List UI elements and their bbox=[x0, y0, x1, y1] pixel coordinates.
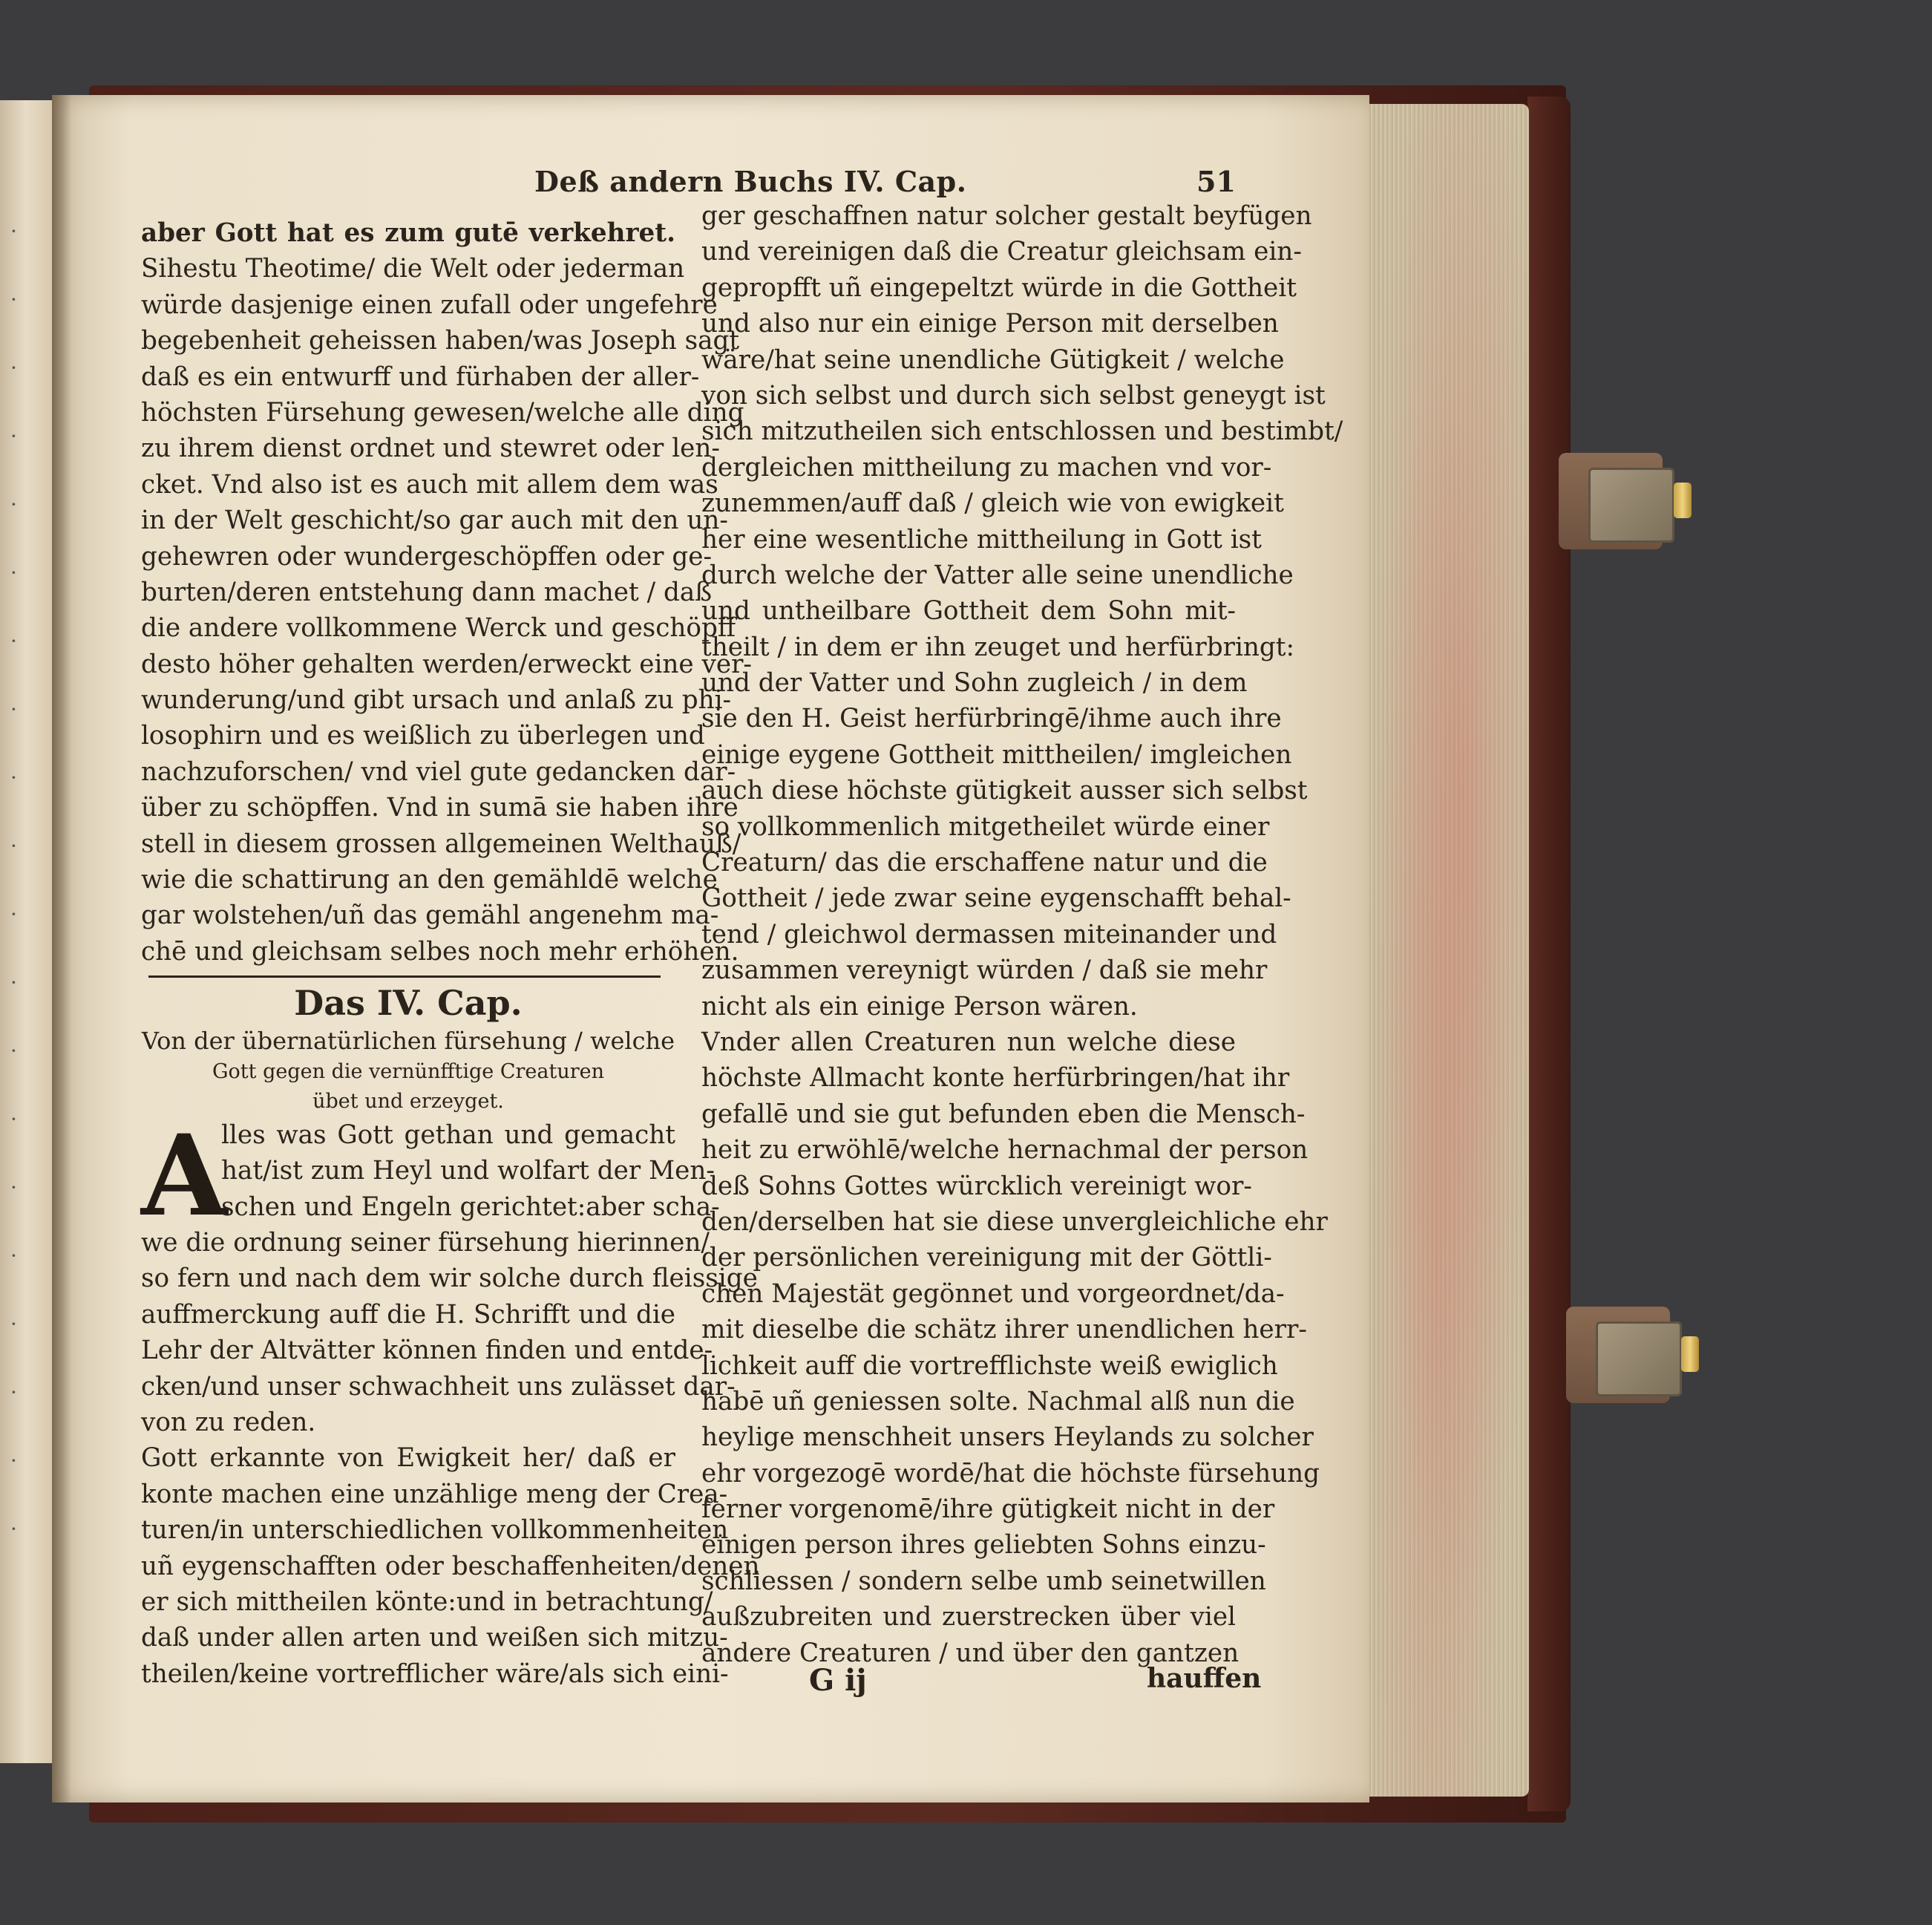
text-line: durch welche der Vatter alle seine unendliche bbox=[701, 560, 1294, 590]
text-line: nicht als ein einige Person wären. bbox=[701, 991, 1138, 1022]
text-line: gefallē und sie gut befunden eben die Mensch- bbox=[701, 1099, 1306, 1129]
text-line: burten/deren entstehung dann machet / daß bbox=[141, 577, 713, 607]
text-line: von sich selbst und durch sich selbst geneygt ist bbox=[701, 380, 1326, 411]
text-line: zunemmen/auff daß / gleich wie von ewigkeit bbox=[701, 488, 1284, 519]
section-rule bbox=[148, 975, 661, 978]
chapter-summary bbox=[141, 1024, 675, 1117]
text-line: losophirn und es weißlich zu überlegen und bbox=[141, 721, 705, 751]
clasp-top bbox=[1559, 445, 1707, 557]
text-line: we die ordnung seiner fürsehung hierinnen/ bbox=[141, 1228, 710, 1258]
text-line: heit zu erwöhlē/welche hernachmal der person bbox=[701, 1135, 1309, 1166]
text-line: uñ eygenschafften oder beschaffenheiten/denen bbox=[141, 1551, 760, 1581]
text-line: und untheilbare Gottheit dem Sohn mit- bbox=[701, 596, 1236, 627]
book-cover-edge bbox=[1527, 97, 1571, 1811]
text-line: würde dasjenige einen zufall oder ungefehre bbox=[141, 290, 718, 320]
clasp-plate bbox=[1588, 468, 1674, 543]
text-line: in der Welt geschicht/so gar auch mit den un- bbox=[141, 506, 728, 536]
chapter-heading: Das IV. Cap. bbox=[294, 983, 523, 1023]
text-line: gehewren oder wundergeschöpffen oder ge- bbox=[141, 541, 713, 572]
text-line: gar wolstehen/uñ das gemähl angenehm ma- bbox=[141, 901, 719, 931]
text-line: konte machen eine unzählige meng der Crea- bbox=[141, 1479, 728, 1509]
text-line: der persönlichen vereinigung mit der Göttli- bbox=[701, 1243, 1272, 1273]
text-line: daß es ein entwurff und fürhaben der aller- bbox=[141, 362, 700, 392]
text-line: sie den H. Geist herfürbringē/ihme auch ihre bbox=[701, 704, 1282, 734]
text-line: und vereinigen daß die Creatur gleichsam ein- bbox=[701, 237, 1302, 267]
text-line: schliessen / sondern selbe umb seinetwillen bbox=[701, 1566, 1266, 1596]
text-line: turen/in unterschiedlichen vollkommenheiten bbox=[141, 1515, 729, 1546]
page-number: 51 bbox=[1196, 165, 1236, 198]
text-line: her eine wesentliche mittheilung in Gott ist bbox=[701, 524, 1262, 555]
text-line: höchsten Fürsehung gewesen/welche alle ding bbox=[141, 397, 744, 428]
left-page-edge bbox=[0, 100, 52, 1763]
text-line: dergleichen mittheilung zu machen vnd vor- bbox=[701, 452, 1272, 483]
text-line: und der Vatter und Sohn zugleich / in dem bbox=[701, 668, 1248, 699]
text-line: die andere vollkommene Werck und geschöpff bbox=[141, 613, 736, 644]
text-line: den/derselben hat sie diese unvergleichliche ehr bbox=[701, 1206, 1328, 1237]
text-line: begebenheit geheissen haben/was Joseph sagt bbox=[141, 326, 740, 356]
text-line: Gott erkannte von Ewigkeit her/ daß er bbox=[141, 1443, 675, 1474]
chapter-body-text bbox=[141, 1225, 760, 1692]
text-line: chē und gleichsam selbes noch mehr erhöhen. bbox=[141, 936, 739, 967]
clasp-bottom bbox=[1566, 1299, 1715, 1411]
text-line: wie die schattirung an den gemähldē welche bbox=[141, 865, 718, 895]
left-page-text-fragments: · · · · · · · · · · · · · · · · · · · · bbox=[10, 219, 17, 1541]
text-line: aber Gott hat es zum gutē verkehret. bbox=[141, 218, 675, 248]
text-line: schen und Engeln gerichtet:aber scha- bbox=[221, 1192, 720, 1222]
text-line: von zu reden. bbox=[141, 1407, 316, 1437]
text-line: höchste Allmacht konte herfürbringen/hat ihr bbox=[701, 1063, 1290, 1094]
text-line: ger geschaffnen natur solcher gestalt beyfügen bbox=[701, 201, 1312, 231]
text-line: cken/und unser schwachheit uns zulässet dar- bbox=[141, 1371, 736, 1402]
right-column-text bbox=[701, 198, 1343, 1671]
text-line: einige eygene Gottheit mittheilen/ imgleichen bbox=[701, 739, 1292, 770]
text-line: tend / gleichwol dermassen miteinander und bbox=[701, 919, 1277, 950]
chapter-summary-line: Von der übernatürlichen fürsehung / welche bbox=[141, 1027, 675, 1055]
signature-mark: G ij bbox=[809, 1663, 867, 1698]
text-line: wäre/hat seine unendliche Gütigkeit / welche bbox=[701, 344, 1285, 375]
text-line: zu ihrem dienst ordnet und stewret oder len- bbox=[141, 434, 720, 464]
page-gutter-shadow bbox=[52, 95, 71, 1803]
text-line: chen Majestät gegönnet und vorgeordnet/da- bbox=[701, 1278, 1285, 1309]
left-column-text bbox=[141, 215, 752, 970]
chapter-summary-line: übet und erzeyget. bbox=[312, 1090, 504, 1113]
text-line: außzubreiten und zuerstrecken über viel bbox=[701, 1602, 1236, 1633]
text-line: stell in diesem grossen allgemeinen Welthauß/ bbox=[141, 828, 741, 859]
text-line: ferner vorgenomē/ihre gütigkeit nicht in der bbox=[701, 1494, 1275, 1525]
page-fore-edge bbox=[1360, 104, 1529, 1797]
clasp-plate bbox=[1596, 1321, 1682, 1396]
text-line: deß Sohns Gottes würcklich vereinigt wor- bbox=[701, 1171, 1252, 1201]
clasp-brass-pin bbox=[1674, 483, 1692, 518]
text-line: auch diese höchste gütigkeit ausser sich selbst bbox=[701, 776, 1308, 806]
text-line: über zu schöpffen. Vnd in sumā sie haben ihre bbox=[141, 793, 739, 823]
chapter-opening-lines bbox=[221, 1117, 720, 1225]
text-line: gepropfft uñ eingepeltzt würde in die Gottheit bbox=[701, 272, 1297, 303]
running-head: Deß andern Buchs IV. Cap. bbox=[534, 165, 967, 198]
text-line: cket. Vnd also ist es auch mit allem dem was bbox=[141, 469, 718, 500]
text-line: Sihestu Theotime/ die Welt oder jederman bbox=[141, 254, 685, 284]
text-line: theilen/keine vortrefflicher wäre/als sich eini- bbox=[141, 1658, 729, 1689]
text-line: auffmerckung auff die H. Schrifft und die bbox=[141, 1299, 675, 1330]
text-line: so fern und nach dem wir solche durch fleissige bbox=[141, 1264, 758, 1294]
text-line: andere Creaturen / und über den gantzen bbox=[701, 1638, 1240, 1668]
text-line: theilt / in dem er ihn zeuget und herfürbringt: bbox=[701, 632, 1295, 662]
text-line: er sich mittheilen könte:und in betrachtung/ bbox=[141, 1586, 713, 1617]
text-line: mit dieselbe die schätz ihrer unendlichen herr- bbox=[701, 1315, 1307, 1345]
text-line: einigen person ihres geliebten Sohns einzu- bbox=[701, 1530, 1266, 1560]
text-line: Gottheit / jede zwar seine eygenschafft behal- bbox=[701, 883, 1291, 914]
text-line: daß under allen arten und weißen sich mitzu- bbox=[141, 1623, 728, 1653]
text-line: lles was Gott gethan und gemacht bbox=[221, 1120, 675, 1150]
text-line: hat/ist zum Heyl und wolfart der Men- bbox=[221, 1156, 715, 1186]
text-line: heylige menschheit unsers Heylands zu solcher bbox=[701, 1422, 1314, 1453]
catchword: hauffen bbox=[1147, 1663, 1262, 1694]
chapter-summary-line: Gott gegen die vernünfftige Creaturen bbox=[212, 1060, 605, 1083]
text-line: sich mitzutheilen sich entschlossen und bestimbt/ bbox=[701, 416, 1343, 447]
text-line: so vollkommenlich mitgetheilet würde einer bbox=[701, 811, 1270, 842]
text-line: habē uñ geniessen solte. Nachmal alß nun die bbox=[701, 1386, 1295, 1416]
text-line: Creaturn/ das die erschaffene natur und die bbox=[701, 848, 1268, 878]
text-line: desto höher gehalten werden/erweckt eine ver- bbox=[141, 649, 752, 679]
text-line: lichkeit auff die vortrefflichste weiß ewiglich bbox=[701, 1350, 1278, 1381]
text-line: wunderung/und gibt ursach und anlaß zu phi- bbox=[141, 685, 732, 716]
text-line: und also nur ein einige Person mit derselben bbox=[701, 309, 1279, 339]
text-line: zusammen vereynigt würden / daß sie mehr bbox=[701, 955, 1268, 986]
text-line: nachzuforschen/ vnd viel gute gedancken dar- bbox=[141, 756, 736, 787]
text-line: ehr vorgezogē wordē/hat die höchste fürsehung bbox=[701, 1458, 1320, 1488]
decorated-initial: A bbox=[141, 1111, 228, 1241]
text-line: Lehr der Altvätter können finden und entde- bbox=[141, 1336, 713, 1366]
text-line: Vnder allen Creaturen nun welche diese bbox=[701, 1027, 1236, 1057]
clasp-brass-pin bbox=[1681, 1336, 1699, 1372]
